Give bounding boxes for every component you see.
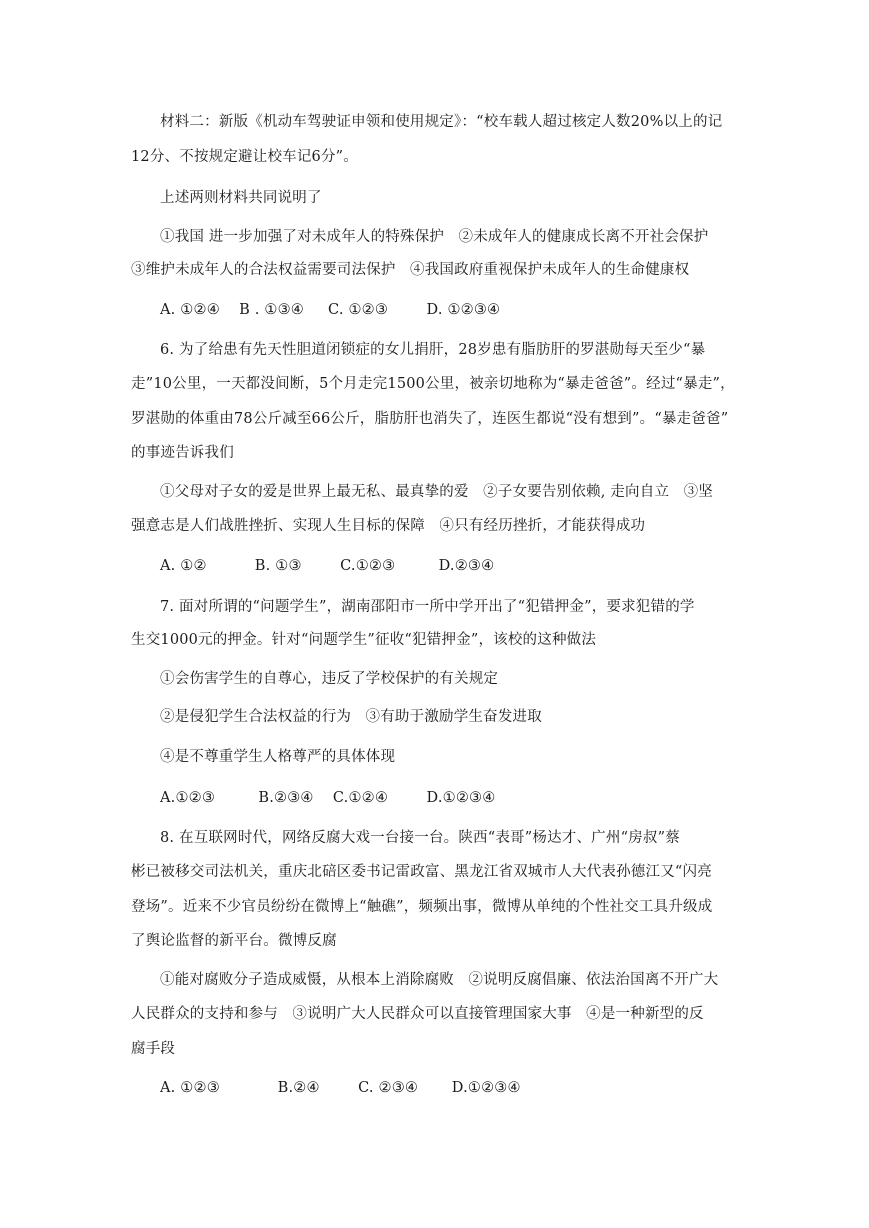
question-8-option-line-3: 腐手段 xyxy=(131,1041,176,1057)
question-7-option-2-3: ②是侵犯学生合法权益的行为 ③有助于激励学生奋发进取 xyxy=(160,709,542,725)
question-8-option-line-1: ①能对腐败分子造成威慑，从根本上消除腐败 ②说明反腐倡廉、依法治国离不开广大 xyxy=(160,972,719,988)
question-6-option-line-1: ①父母对子女的爱是世界上最无私、最真挚的爱 ②子女要告别依赖, 走向自立 ③坚 xyxy=(160,484,713,500)
question-5-option-line-2: ③维护未成年人的合法权益需要司法保护 ④我国政府重视保护未成年人的生命健康权 xyxy=(131,262,690,278)
question-7-option-1: ①会伤害学生的自尊心，违反了学校保护的有关规定 xyxy=(160,671,499,687)
question-6-line-1: 6. 为了给患有先天性胆道闭锁症的女儿捐肝，28岁患有脂肪肝的罗湛勋每天至少“暴 xyxy=(160,342,706,358)
question-7-line-2: 生交1000元的押金。针对“问题学生”征收“犯错押金”，该校的这种做法 xyxy=(131,632,597,648)
material-two-line-1: 材料二：新版《机动车驾驶证申领和使用规定》：“校车载人超过核定人数20%以上的记 xyxy=(160,114,723,130)
question-8-line-2: 彬已被移交司法机关，重庆北碚区委书记雷政富、黑龙江省双城市人大代表孙德江又“闪亮 xyxy=(131,864,712,880)
question-6-line-2: 走”10公里，一天都没间断，5个月走完1500公里，被亲切地称为“暴走爸爸”。经过“暴走”， xyxy=(131,376,735,392)
question-6-line-4: 的事迹告诉我们 xyxy=(131,445,234,461)
question-7-option-4: ④是不尊重学生人格尊严的具体体现 xyxy=(160,749,396,765)
material-two-line-2: 12分、不按规定避让校车记6分”。 xyxy=(131,149,358,165)
question-5-answers: A. ①②④ B . ①③④ C. ①②③ D. ①②③④ xyxy=(160,302,501,318)
question-8-line-3: 登场”。近来不少官员纷纷在微博上“触礁”，频频出事，微博从单纯的个性社交工具升级成 xyxy=(131,899,713,915)
question-5-option-line-1: ①我国 进一步加强了对未成年人的特殊保护 ②未成年人的健康成长离不开社会保护 xyxy=(160,229,709,245)
question-7-line-1: 7. 面对所谓的“问题学生”，湖南邵阳市一所中学开出了“犯错押金”，要求犯错的学 xyxy=(160,599,695,615)
question-8-line-1: 8. 在互联网时代，网络反腐大戏一台接一台。陕西“表哥”杨达才、广州“房叔”蔡 xyxy=(160,830,680,846)
question-8-answers: A. ①②③ B.②④ C. ②③④ D.①②③④ xyxy=(160,1080,521,1096)
question-8-line-4: 了舆论监督的新平台。微博反腐 xyxy=(131,933,337,949)
question-7-answers: A.①②③ B.②③④ C.①②④ D.①②③④ xyxy=(160,790,496,806)
question-6-line-3: 罗湛勋的体重由78公斤减至66公斤，脂肪肝也消失了，连医生都说“没有想到”。“暴走爸爸” xyxy=(131,411,729,427)
question-6-answers: A. ①② B. ①③ C.①②③ D.②③④ xyxy=(160,558,495,574)
question-8-option-line-2: 人民群众的支持和参与 ③说明广大人民群众可以直接管理国家大事 ④是一种新型的反 xyxy=(131,1006,704,1022)
question-6-option-line-2: 强意志是人们战胜挫折、实现人生目标的保障 ④只有经历挫折，才能获得成功 xyxy=(131,518,646,534)
question-5-stem: 上述两则材料共同说明了 xyxy=(160,190,322,206)
